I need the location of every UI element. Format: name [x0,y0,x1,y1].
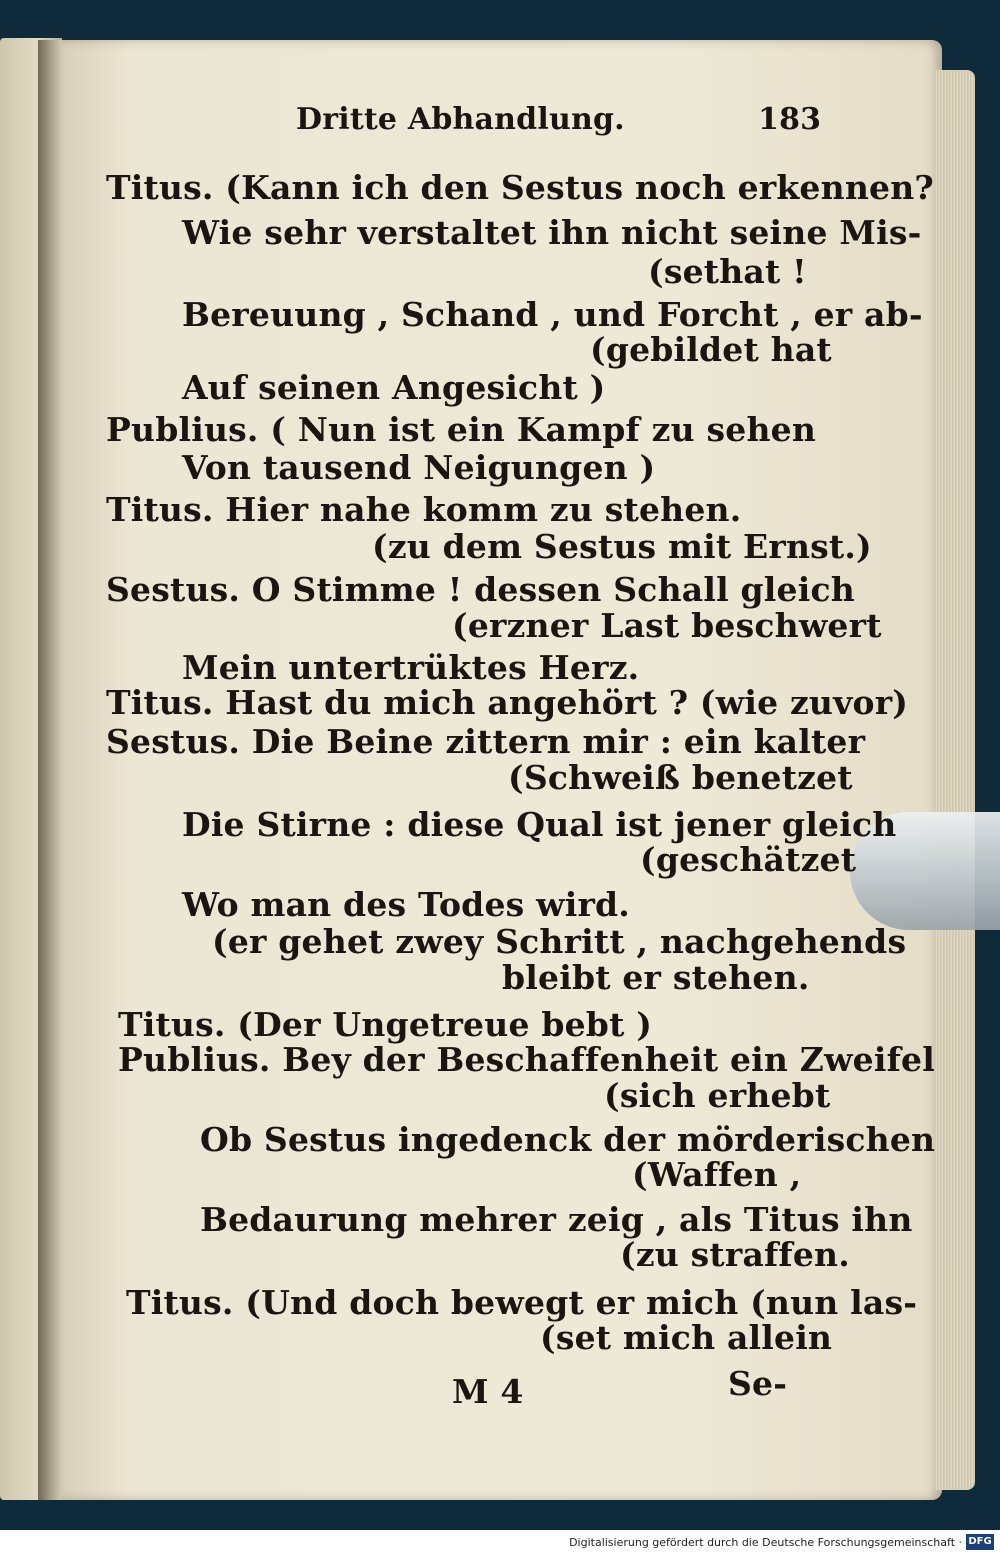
text-line: Sestus. Die Beine zittern mir : ein kalter [106,722,866,761]
text-line: (sich erhebt [604,1076,831,1115]
text-line: Titus. (Der Ungetreue bebt ) [118,1005,653,1044]
text-line: (sethat ! [648,252,807,291]
text-line: Bedaurung mehrer zeig , als Titus ihn [200,1200,913,1239]
text-line: Auf seinen Angesicht ) [182,368,606,407]
text-line: Sestus. O Stimme ! dessen Schall gleich [106,570,855,609]
text-line: (gebildet hat [590,330,832,369]
text-line: Ob Sestus ingedenck der mörderischen [200,1120,936,1159]
dfg-logo-icon: DFG [966,1534,994,1550]
text-line: Titus. (Kann ich den Sestus noch erkennen? [106,168,934,207]
text-line: (set mich allein [540,1318,833,1357]
page-number: 183 [758,102,822,137]
text-line: Bereuung , Schand , und Forcht , er ab- [182,295,923,334]
text-line: Titus. (Und doch bewegt er mich (nun las- [126,1283,918,1322]
text-line: (zu dem Sestus mit Ernst.) [372,527,872,566]
text-line: (Schweiß benetzet [508,758,853,797]
text-line: (er gehet zwey Schritt , nachgehends [212,922,907,961]
text-line: Publius. ( Nun ist ein Kampf zu sehen [106,410,817,449]
text-line: Wo man des Todes wird. [182,885,630,924]
text-line: (zu straffen. [620,1235,850,1274]
text-line: Publius. Bey der Beschaffenheit ein Zweifel [118,1040,935,1079]
text-line: Die Stirne : diese Qual ist jener gleich [182,805,897,844]
text-line: Mein untertrüktes Herz. [182,648,640,687]
text-line: (geschätzet [640,840,857,879]
text-line: (erzner Last beschwert [452,606,882,645]
running-head: Dritte Abhandlung. [296,102,625,137]
text-line: (Waffen , [632,1155,802,1194]
text-line: Wie sehr verstaltet ihn nicht seine Mis- [182,213,922,252]
text-line: bleibt er stehen. [502,958,810,997]
text-line: Titus. Hast du mich angehört ? (wie zuvor) [106,683,909,722]
signature-mark: M 4 [452,1372,524,1411]
text-line: Von tausend Neigungen ) [182,448,656,487]
funding-credit: Digitalisierung gefördert durch die Deutsche Forschungsgemeinschaft · [569,1536,962,1549]
text-line: Titus. Hier nahe komm zu stehen. [106,490,742,529]
catchword: Se- [728,1364,788,1403]
